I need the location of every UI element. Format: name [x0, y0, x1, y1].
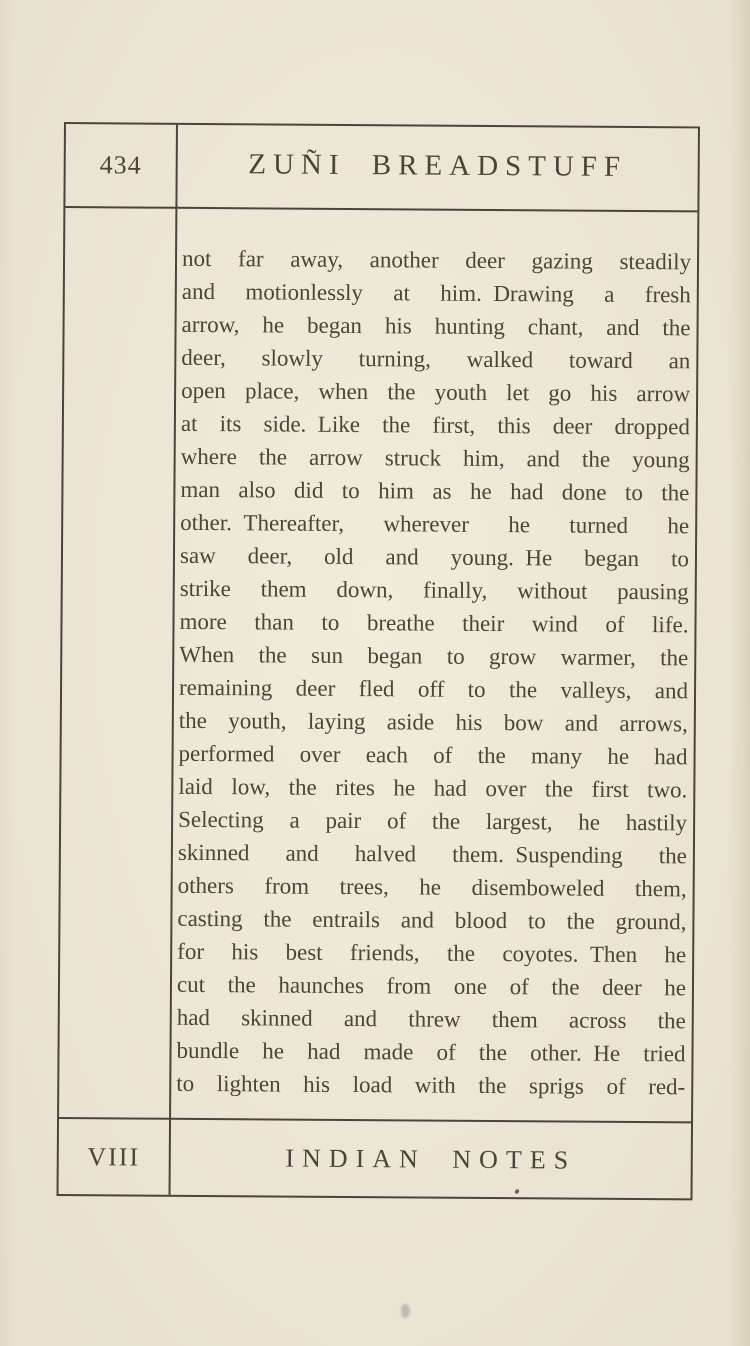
- text-line: man also did to him as he had done to the: [180, 476, 690, 506]
- paper-smudge: [401, 1304, 410, 1318]
- text-line: saw deer, old and young. He began to: [179, 542, 690, 572]
- text-line: other. Thereafter, wherever he turned he: [180, 509, 690, 539]
- text-line: strike them down, finally, without pausing: [179, 575, 689, 605]
- text-line: where the arrow struck him, and the young: [180, 443, 690, 473]
- header-title: ZUÑI BREADSTUFF: [248, 147, 628, 183]
- volume-number-cell: [59, 1117, 172, 1195]
- text-line: to lighten his load with the sprigs of red-: [176, 1070, 686, 1100]
- text-line: remaining deer fled off to the valleys, and: [178, 674, 689, 704]
- running-footer-cell: [171, 1118, 692, 1199]
- text-line: laid low, the rites he had over the first two.: [178, 773, 688, 803]
- running-footer-title: INDIAN NOTES: [285, 1143, 577, 1175]
- text-line: others from trees, he disemboweled them,: [177, 872, 687, 902]
- text-line: open place, when the youth let go his arrow: [181, 377, 691, 407]
- text-line: When the sun began to grow warmer, the: [179, 641, 689, 671]
- margin-column: [59, 208, 177, 1118]
- text-line: more than to breathe their wind of life.: [179, 608, 689, 638]
- body-text: [171, 209, 697, 1122]
- page-frame: [57, 122, 700, 1200]
- volume-number: VIII: [87, 1141, 141, 1172]
- text-line: not far away, another deer gazing steadily: [181, 245, 692, 275]
- text-line: had skinned and threw them across the: [176, 1004, 686, 1034]
- text-line: casting the entrails and blood to the ground,: [177, 905, 687, 935]
- text-line: and motionlessly at him. Drawing a fresh: [181, 278, 691, 308]
- text-line: for his best friends, the coyotes. Then he: [177, 938, 687, 968]
- text-line: skinned and halved them. Suspending the: [177, 839, 687, 869]
- text-line: cut the haunches from one of the deer he: [176, 971, 687, 1001]
- header-title-cell: [177, 125, 698, 213]
- text-line: the youth, laying aside his bow and arrows,: [178, 707, 688, 737]
- page-number-cell: [65, 124, 178, 209]
- text-line: arrow, he began his hunting chant, and the: [181, 311, 691, 341]
- text-line: deer, slowly turning, walked toward an: [181, 344, 691, 374]
- text-line: at its side. Like the first, this deer dropped: [180, 410, 690, 440]
- page-number: 434: [99, 150, 142, 180]
- text-line: Selecting a pair of the largest, he hastily: [178, 806, 688, 836]
- text-line: performed over each of the many he had: [178, 740, 688, 770]
- text-line: bundle he had made of the other. He tried: [176, 1037, 686, 1067]
